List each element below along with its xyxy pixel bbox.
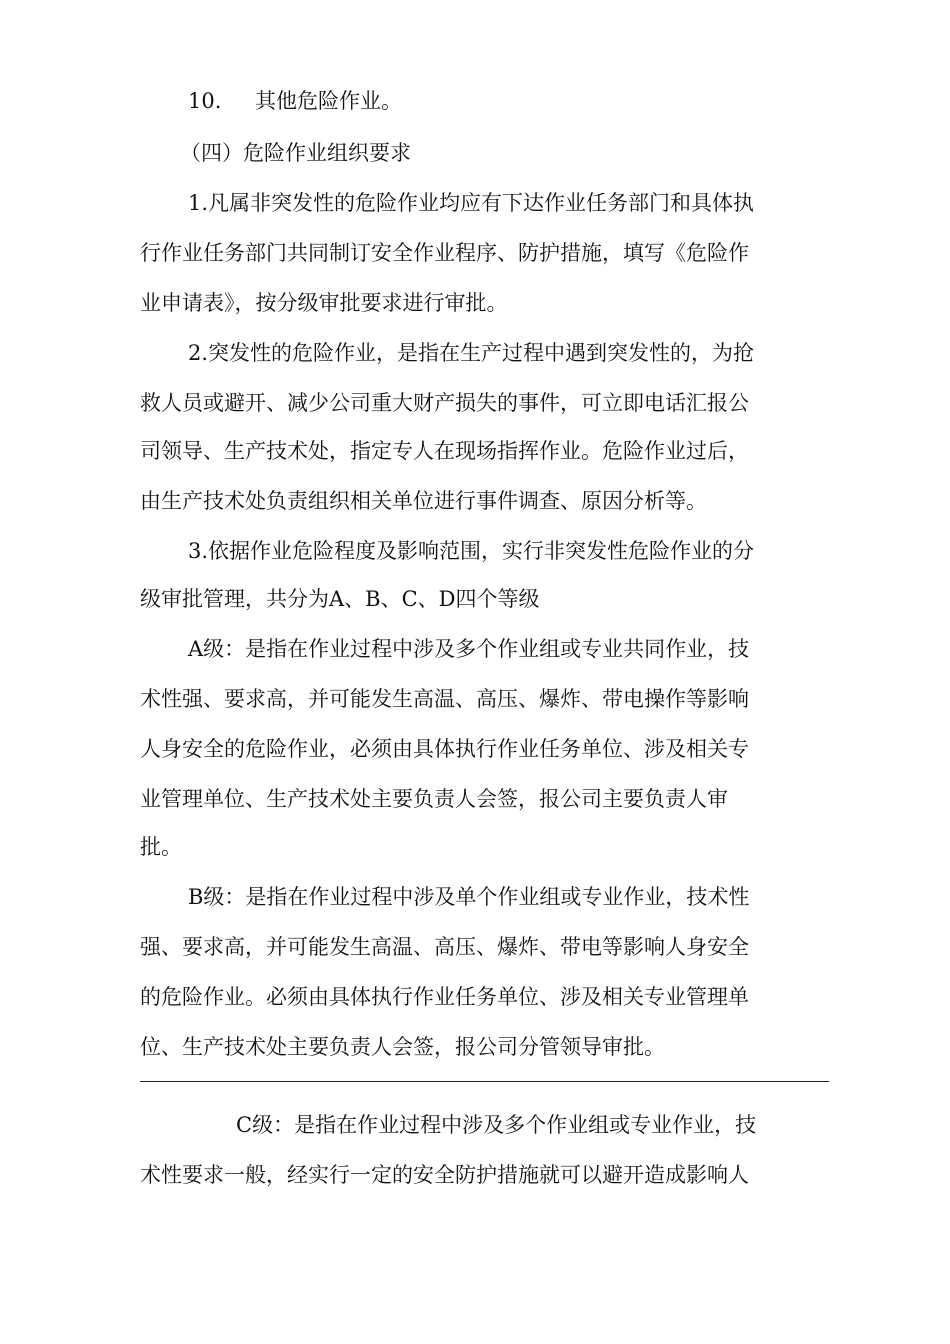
paragraph-line-text: 3.依据作业危险程度及影响范围，实行非突发性危险作业的分 xyxy=(188,539,755,563)
paragraph-line-text: 的危险作业。必须由具体执行作业任务单位、涉及相关专业管理单 xyxy=(140,985,749,1009)
paragraph-line-text: A级：是指在作业过程中涉及多个作业组或专业共同作业，技 xyxy=(188,637,750,661)
paragraph-line-text: 术性要求一般，经实行一定的安全防护措施就可以避开造成影响人 xyxy=(140,1163,749,1187)
paragraph-line-text: B级：是指在作业过程中涉及单个作业组或专业作业，技术性 xyxy=(188,885,750,909)
paragraph-line-text: 救人员或避开、减少公司重大财产损失的事件，可立即电话汇报公 xyxy=(140,391,749,415)
paragraph-line-text: 级审批管理，共分为A、B、C、D四个等级 xyxy=(140,587,540,611)
paragraph-line-text: 强、要求高，并可能发生高温、高压、爆炸、带电等影响人身安全 xyxy=(140,935,749,959)
paragraph-line-text: 人身安全的危险作业，必须由具体执行作业任务单位、涉及相关专 xyxy=(140,737,749,761)
paragraph-line-text: 司领导、生产技术处，指定专人在现场指挥作业。危险作业过后， xyxy=(140,439,749,463)
paragraph-line-text: C级：是指在作业过程中涉及多个作业组或专业作业，技 xyxy=(236,1113,757,1137)
paragraph-line-text: 2.突发性的危险作业，是指在生产过程中遇到突发性的，为抢 xyxy=(188,341,755,365)
paragraph-line-text: 批。 xyxy=(140,835,182,859)
page-divider xyxy=(140,1081,829,1082)
item-text: 其他危险作业。 xyxy=(255,89,402,113)
paragraph-line-text: 术性强、要求高，并可能发生高温、高压、爆炸、带电操作等影响 xyxy=(140,687,749,711)
paragraph-line-text: 行作业任务部门共同制订安全作业程序、防护措施，填写《危险作 xyxy=(140,241,749,265)
paragraph-line-text: 业申请表》，按分级审批要求进行审批。 xyxy=(140,291,508,315)
paragraph-line-text: 位、生产技术处主要负责人会签，报公司分管领导审批。 xyxy=(140,1035,665,1059)
paragraph-line-text: 由生产技术处负责组织相关单位进行事件调查、原因分析等。 xyxy=(140,489,707,513)
paragraph-line-text: 业管理单位、生产技术处主要负责人会签，报公司主要负责人审 xyxy=(140,787,728,811)
section-heading-text: （四）危险作业组织要求 xyxy=(180,141,411,165)
paragraph-line-text: 1.凡属非突发性的危险作业均应有下达作业任务部门和具体执 xyxy=(188,191,755,215)
item-number: 10. xyxy=(188,89,222,113)
